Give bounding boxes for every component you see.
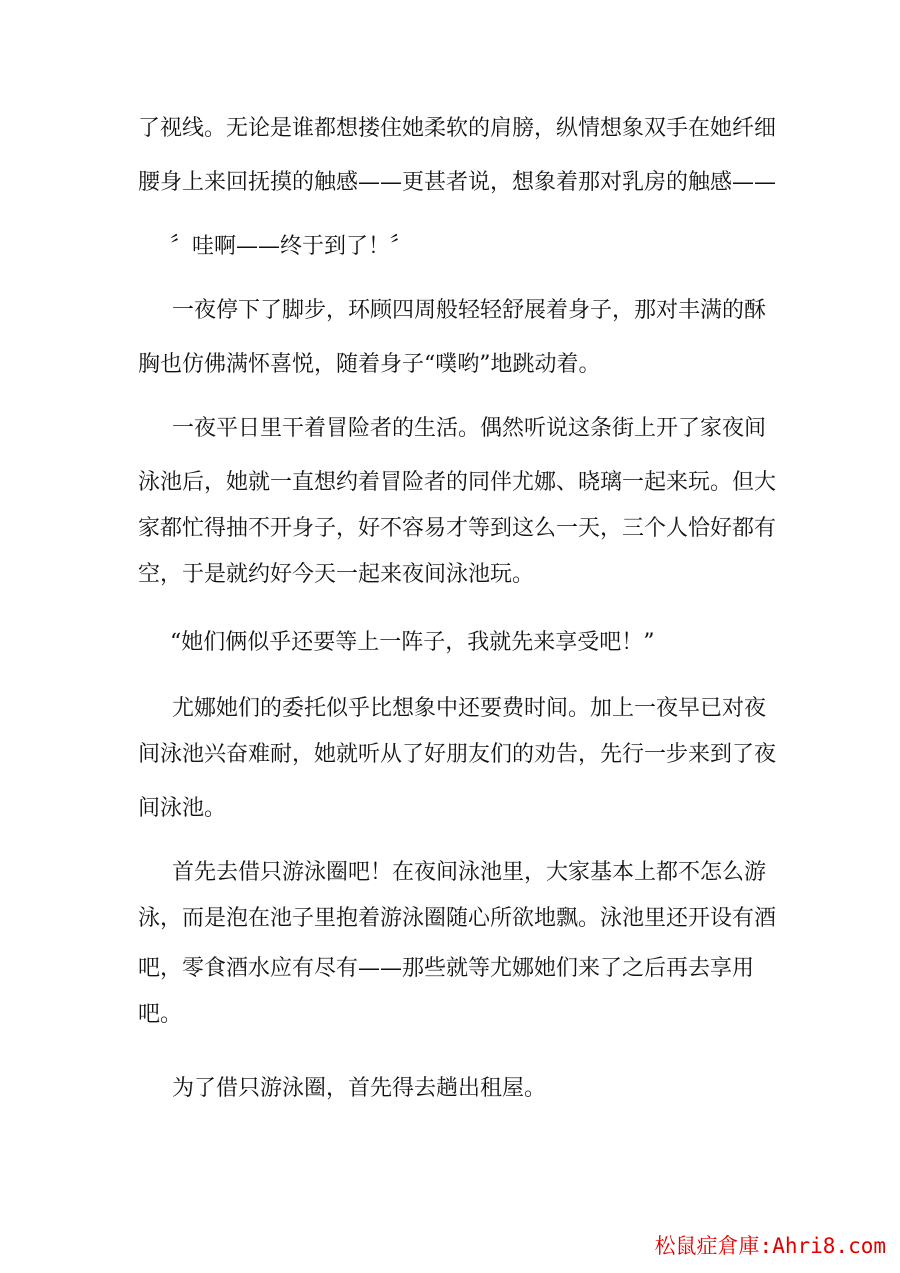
text-line: 吧，零食酒水应有尽有——那些就等尤娜她们来了之后再去享用 <box>138 956 755 981</box>
text-line: 胸也仿佛满怀喜悦，随着身子“噗哟”地跳动着。 <box>138 352 601 377</box>
text-line: 吧。 <box>138 1002 183 1027</box>
text-line: 空，于是就约好今天一起来夜间泳池玩。 <box>138 562 535 587</box>
text-line: 腰身上来回抚摸的触感——更甚者说，想象着那对乳房的触感—— <box>138 170 777 195</box>
text-line: 间泳池。 <box>138 796 227 821</box>
text-line: 为了借只游泳圈，首先得去趟出租屋。 <box>172 1076 547 1101</box>
text-line: 间泳池兴奋难耐，她就听从了好朋友们的劝告，先行一步来到了夜 <box>138 742 777 767</box>
text-line: 家都忙得抽不开身子，好不容易才等到这么一天，三个人恰好都有 <box>138 516 777 541</box>
watermark-text: 松鼠症倉庫:Ahri8.com <box>654 1234 886 1258</box>
text-line: 了视线。无论是谁都想搂住她柔软的肩膀，纵情想象双手在她纤细 <box>138 116 777 141</box>
text-line: 泳池后，她就一直想约着冒险者的同伴尤娜、晓璃一起来玩。但大 <box>138 470 777 495</box>
text-line: 首先去借只游泳圈吧！在夜间泳池里，大家基本上都不怎么游 <box>172 860 767 885</box>
text-line: 尤娜她们的委托似乎比想象中还要费时间。加上一夜早已对夜 <box>172 696 767 721</box>
text-line: 一夜停下了脚步，环顾四周般轻轻舒展着身子，那对丰满的酥 <box>172 298 767 323</box>
text-line: “她们俩似乎还要等上一阵子，我就先来享受吧！” <box>170 630 655 655</box>
text-line: 泳，而是泡在池子里抱着游泳圈随心所欲地飘。泳池里还开设有酒 <box>138 906 777 931</box>
text-line: 〞哇啊——终于到了！〞 <box>170 234 413 259</box>
text-line: 一夜平日里干着冒险者的生活。偶然听说这条街上开了家夜间 <box>172 416 767 441</box>
